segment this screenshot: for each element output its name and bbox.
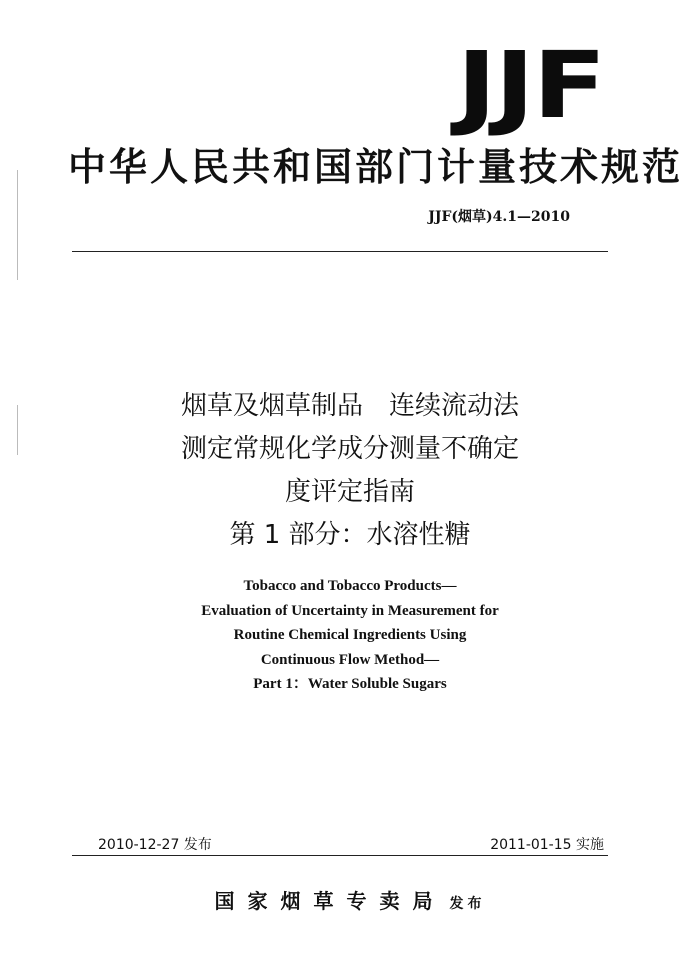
english-title-line: Tobacco and Tobacco Products— (243, 578, 457, 594)
standard-number: JJF(烟草)4.1—2010 (428, 209, 570, 225)
issuer-line (0, 885, 700, 914)
english-title-line: Continuous Flow Method— (260, 651, 440, 668)
english-title-line: Evaluation of Uncertainty in Measurement for (201, 602, 499, 619)
chinese-title-line: 度评定指南 (284, 477, 415, 507)
issuer-verb: 发布 (449, 896, 486, 912)
issuer-name: 国家烟草专卖局 (214, 889, 446, 913)
jjf-logo: JJF (456, 32, 604, 139)
footer-divider (72, 855, 608, 856)
english-title-line: Routine Chemical Ingredients Using (233, 627, 467, 643)
issue-date: 2010-12-27 发布 (98, 837, 212, 853)
english-title (0, 574, 700, 697)
chinese-title-line: 第 1 部分：水溶性糖 (229, 520, 471, 550)
implementation-date: 2011-01-15 实施 (490, 837, 604, 853)
scan-edge-mark (17, 170, 18, 280)
english-title-line: Part 1：Water Soluble Sugars (253, 676, 447, 692)
issuing-body-title: 中华人民共和国部门计量技术规范 (68, 145, 684, 189)
chinese-title-line: 烟草及烟草制品 连续流动法 (180, 391, 519, 421)
chinese-title-line: 测定常规化学成分测量不确定 (180, 434, 519, 464)
header-divider (72, 251, 608, 252)
chinese-title (0, 385, 700, 557)
